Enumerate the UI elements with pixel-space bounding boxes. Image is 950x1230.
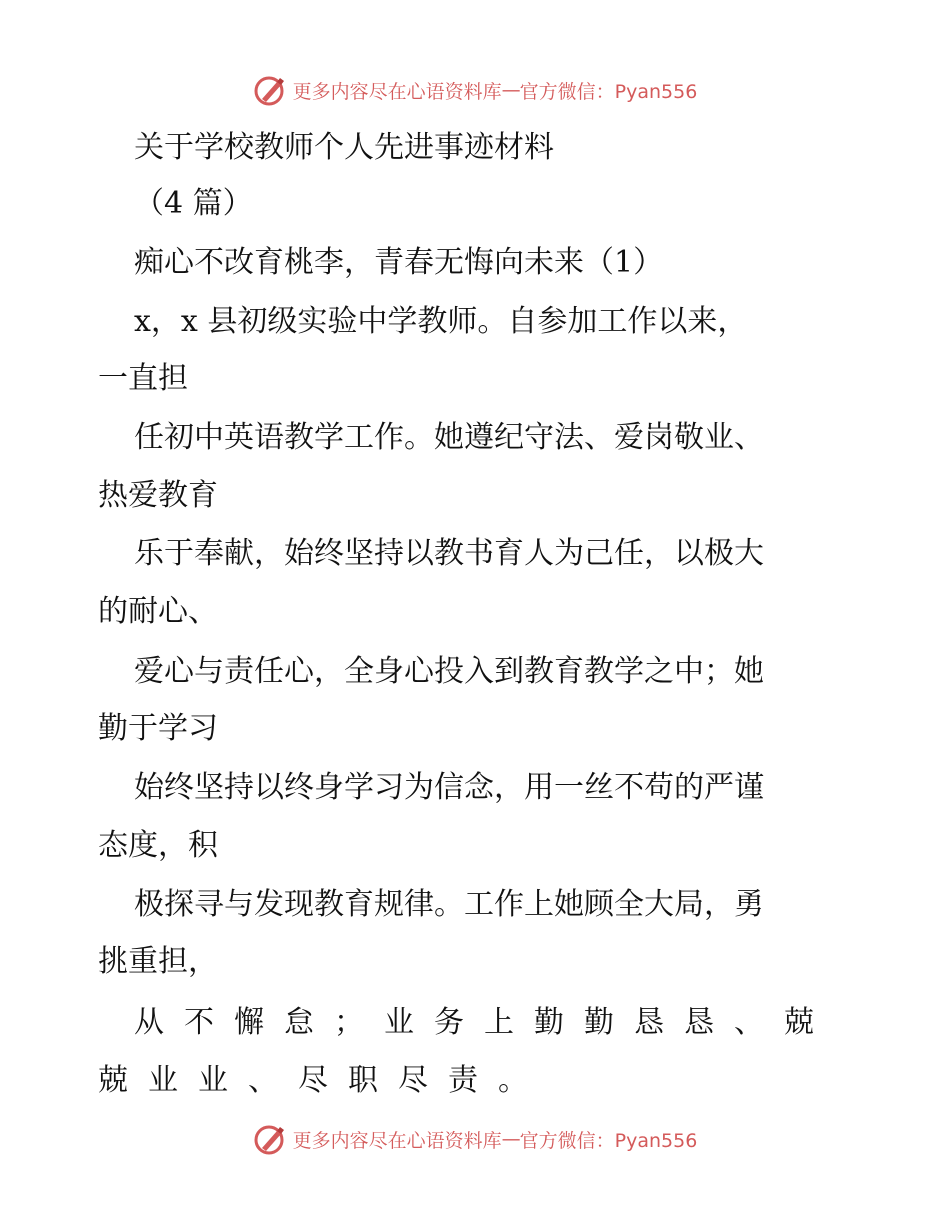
paragraph-line: 一直担: [98, 361, 188, 396]
paragraph-line: x，x 县初级实验中学教师。自参加工作以来，: [134, 304, 748, 339]
watermark-brand-text: 更多内容尽在心语资料库: [292, 1129, 502, 1152]
section-heading: 痴心不改育桃李，青春无悔向未来（1）: [134, 245, 664, 280]
watermark-brand-text: 更多内容尽在心语资料库: [292, 80, 502, 103]
header-watermark: [0, 70, 950, 110]
footer-watermark: [0, 1119, 950, 1159]
paragraph-line: 态度，积: [98, 828, 218, 863]
document-title: 关于学校教师个人先进事迹材料: [134, 130, 554, 165]
paragraph-line: 乐于奉献，始终坚持以教书育人为己任，以极大: [134, 536, 764, 571]
paragraph-line: 极探寻与发现教育规律。工作上她顾全大局，勇: [134, 887, 764, 922]
pen-logo-icon: [253, 1122, 287, 1156]
paragraph-line: 爱心与责任心，全身心投入到教育教学之中；她: [134, 654, 764, 689]
paragraph-line: 任初中英语教学工作。她遵纪守法、爱岗敬业、: [134, 420, 764, 455]
paragraph-line: 勤于学习: [98, 711, 218, 746]
document-count-note: （4 篇）: [134, 186, 253, 221]
pen-logo-icon: [253, 73, 287, 107]
paragraph-line: 始终坚持以终身学习为信念，用一丝不苟的严谨: [134, 770, 764, 805]
paragraph-line: 从不懈怠；业务上勤勤恳恳、兢: [134, 1005, 834, 1040]
watermark-contact-text: 官方微信：Pyan556: [519, 1129, 698, 1152]
paragraph-line: 挑重担，: [98, 944, 218, 979]
paragraph-line: 热爱教育: [98, 478, 218, 513]
watermark-separator: —: [501, 1128, 520, 1150]
watermark-separator: —: [501, 79, 520, 101]
watermark-contact-text: 官方微信：Pyan556: [519, 80, 698, 103]
paragraph-line: 的耐心、: [98, 594, 218, 629]
paragraph-line: 兢业业、尽职尽责。: [98, 1063, 548, 1098]
